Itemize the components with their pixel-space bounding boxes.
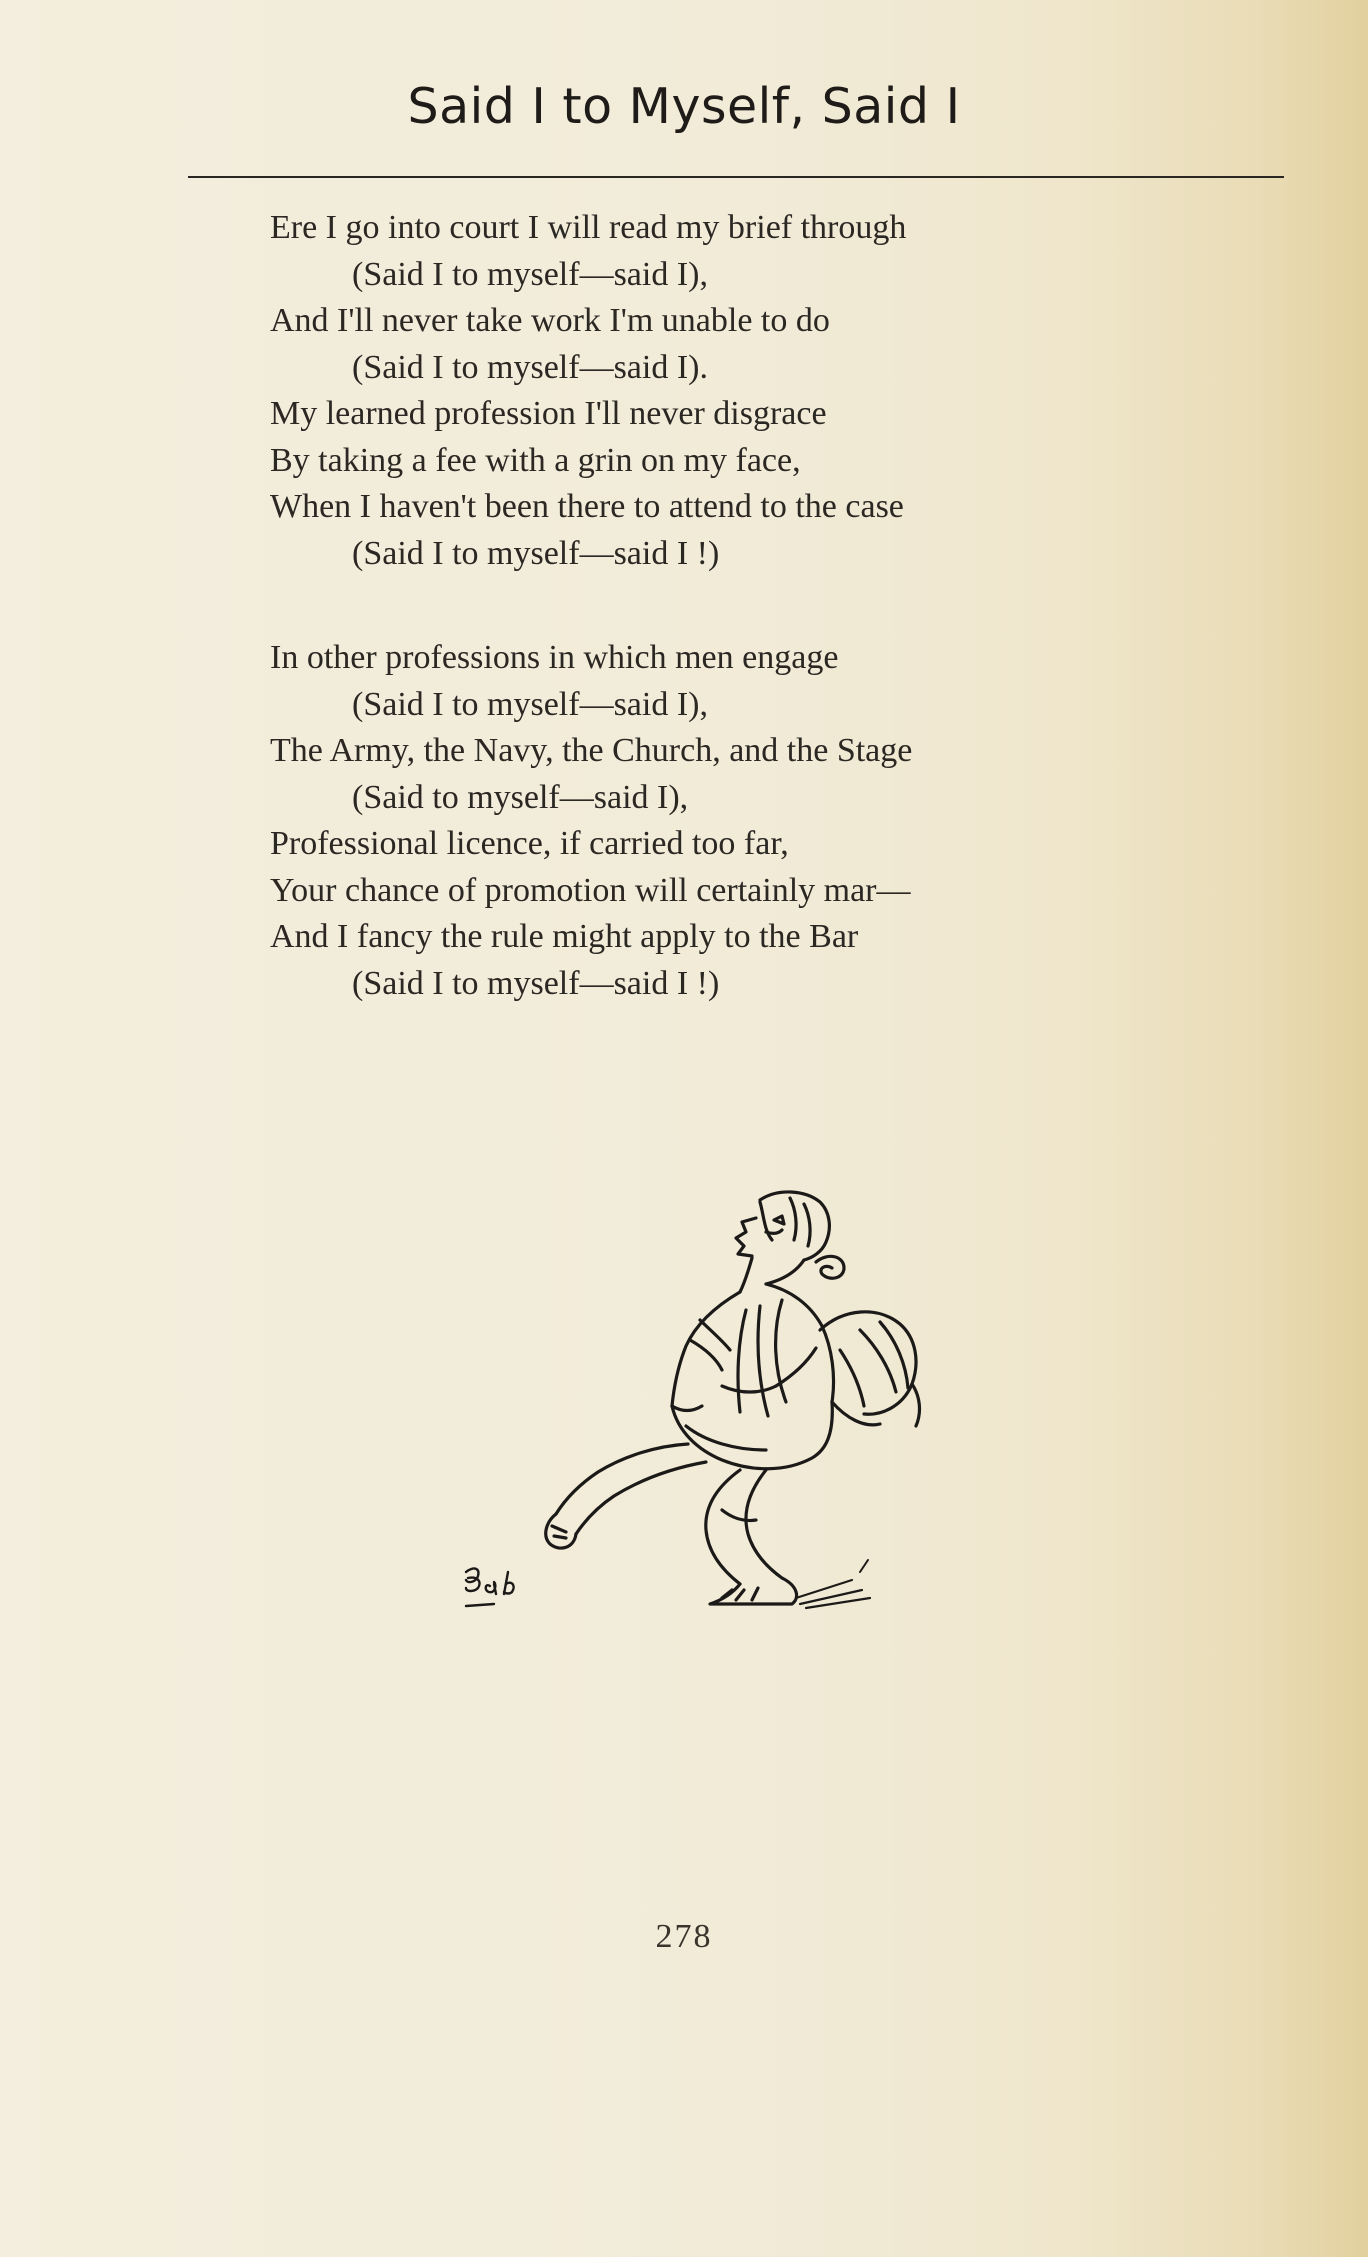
poem <box>270 205 1270 1065</box>
poem-refrain: (Said I to myself—said I !) <box>352 964 720 1002</box>
poem-line: Professional licence, if carried too far, <box>270 825 789 862</box>
stanza-1 <box>270 205 1270 577</box>
poem-line: In other professions in which men engage <box>270 639 839 676</box>
running-title: Said I to Myself, Said I <box>407 78 961 135</box>
poem-line: And I fancy the rule might apply to the Bar <box>270 918 859 955</box>
poem-refrain: (Said I to myself—said I !) <box>352 534 720 572</box>
poem-refrain: (Said to myself—said I), <box>352 778 689 816</box>
poem-refrain: (Said I to myself—said I), <box>352 255 708 293</box>
poem-line: And I'll never take work I'm unable to do <box>270 302 830 339</box>
poem-line: My learned profession I'll never disgrace <box>270 395 827 432</box>
poem-line: When I haven't been there to attend to the case <box>270 488 904 525</box>
stanza-2 <box>270 635 1270 1007</box>
running-lawyer-figure-icon <box>460 1180 1020 1700</box>
poem-line: By taking a fee with a grin on my face, <box>270 441 801 479</box>
poem-line: The Army, the Navy, the Church, and the Stage <box>270 732 913 769</box>
page-number: 278 <box>655 1918 713 1955</box>
poem-refrain: (Said I to myself—said I). <box>352 348 708 386</box>
poem-line: Ere I go into court I will read my brief through <box>270 209 907 246</box>
header-rule <box>188 176 1284 178</box>
poem-line: Your chance of promotion will certainly mar— <box>270 871 911 909</box>
poem-refrain: (Said I to myself—said I), <box>352 685 708 723</box>
